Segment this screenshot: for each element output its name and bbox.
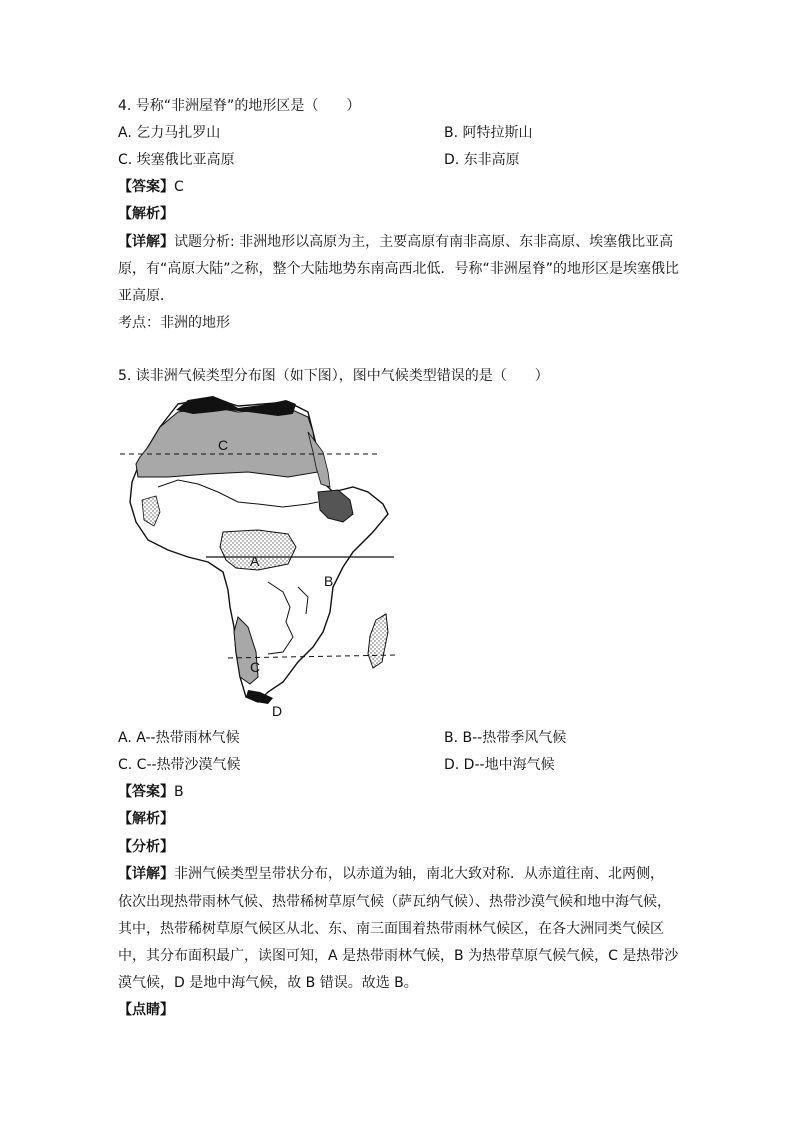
q5-fenxi-label: 【分析】 (118, 839, 174, 855)
q5-detail-row-1 (118, 864, 664, 884)
q4-answer-row (118, 177, 184, 197)
q4-option-a: A. 乞力马扎罗山 (118, 125, 221, 141)
q5-option-b: B. B--热带季风气候 (444, 730, 567, 746)
map-label-d-south: D (272, 703, 283, 719)
madagascar-island (368, 614, 388, 668)
q4-answer: C (174, 179, 184, 195)
q4-detail-text-1: 试题分析: 非洲地形以高原为主，主要高原有南非高原、东非高原、埃塞俄比亚高 (174, 234, 674, 250)
q5-option-a: A. A--热带雨林气候 (118, 730, 240, 746)
map-label-c-south: C (250, 659, 261, 675)
q4-option-c: C. 埃塞俄比亚高原 (118, 152, 235, 168)
q4-detail-label: 【详解】 (118, 234, 174, 250)
q4-detail-row-1 (118, 232, 673, 252)
q4-analysis-label: 【解析】 (118, 206, 174, 222)
q5-answer-row (118, 782, 184, 802)
q5-option-c: C. C--热带沙漠气候 (118, 757, 241, 773)
q4-kaodian: 考点：非洲的地形 (118, 315, 230, 331)
q5-detail-label: 【详解】 (118, 866, 174, 882)
map-label-b: B (324, 573, 334, 589)
q5-detail-text-5: 漠气候，D 是地中海气候，故 B 错误。故选 B。 (118, 975, 418, 991)
q5-stem: 5. 读非洲气候类型分布图（如下图），图中气候类型错误的是（ ） (118, 368, 549, 384)
q4-detail-text-2: 原，有“高原大陆”之称，整个大陆地势东南高西北低．号称“非洲屋脊”的地形区是埃塞俄比 (118, 261, 680, 277)
q4-stem: 4. 号称“非洲屋脊”的地形区是（ ） (118, 98, 361, 114)
q4-option-d: D. 东非高原 (444, 152, 520, 168)
q5-detail-text-4: 中，其分布面积最广，读图可知，A 是热带雨林气候，B 为热带草原气候气候，C 是热带沙 (118, 948, 679, 964)
q5-detail-text-1: 非洲气候类型呈带状分布，以赤道为轴，南北大致对称．从赤道往南、北两侧， (174, 866, 664, 882)
africa-climate-map (118, 392, 408, 722)
q5-dianjing-label: 【点睛】 (118, 1002, 174, 1018)
q5-answer: B (174, 784, 184, 800)
map-label-a: A (250, 553, 260, 569)
q5-option-d: D. D--地中海气候 (444, 757, 555, 773)
q4-option-b: B. 阿特拉斯山 (444, 125, 533, 141)
q4-answer-label: 【答案】 (118, 179, 174, 195)
map-label-d-north: D (211, 395, 222, 411)
map-label-c-north: C (218, 437, 229, 453)
q5-answer-label: 【答案】 (118, 784, 174, 800)
q5-detail-text-2: 依次出现热带雨林气候、热带稀树草原气候（萨瓦纳气候）、热带沙漠气候和地中海气候， (118, 894, 671, 910)
q4-detail-text-3: 亚高原． (118, 288, 174, 304)
q5-analysis-label: 【解析】 (118, 811, 174, 827)
q5-detail-text-3: 其中，热带稀树草原气候区从北、东、南三面围着热带雨林气候区，在各大洲同类气候区 (118, 921, 664, 937)
